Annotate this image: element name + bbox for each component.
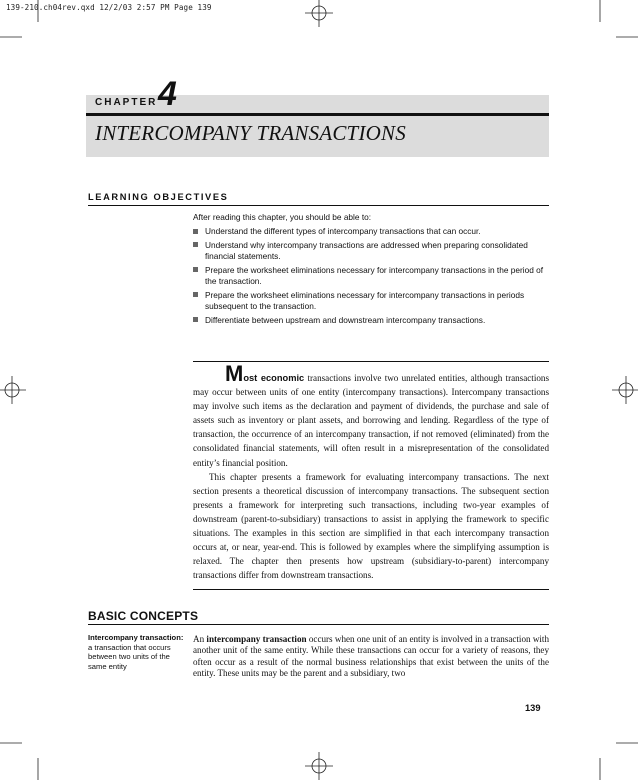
learning-objectives-rule <box>88 205 549 206</box>
objective-item <box>193 290 549 312</box>
basic-concepts-paragraph <box>193 634 549 679</box>
intro-paragraph-1 <box>193 361 549 470</box>
square-bullet-icon <box>193 292 198 297</box>
registration-mark-top <box>305 0 333 27</box>
objective-text: Prepare the worksheet eliminations necessary for intercompany transactions in periods subsequent to the transaction. <box>205 289 525 311</box>
objective-item <box>193 226 549 237</box>
registration-mark-left <box>0 376 26 404</box>
introduction-bottom-rule <box>193 589 549 590</box>
lead-words: ost economic <box>243 373 305 383</box>
drop-cap: M <box>225 361 244 386</box>
intro-paragraph-2: This chapter presents a framework for evaluating intercompany transactions. The next section presents a theoretical discussion of intercompany transactions. The subsequent section presents a framework for interpreting such transactions, including two-year examples of downstream (parent-to-subsidiary) transactions to assist in applying the framework to specific situations. The examples in this section are simplified in that each intercompany transaction occurs at, or near, year-end. This is followed by examples where the simplifying assumption is relaxed. The chapter then presents how upstream (subsidiary-to-parent) intercompany transactions differ from downstream transactions. <box>193 471 549 581</box>
objective-item <box>193 315 549 326</box>
square-bullet-icon <box>193 267 198 272</box>
objective-text: Differentiate between upstream and downstream intercompany transactions. <box>205 314 486 325</box>
introduction-text <box>193 361 549 582</box>
registration-mark-right <box>612 376 638 404</box>
chapter-label: CHAPTER <box>95 97 158 108</box>
square-bullet-icon <box>193 317 198 322</box>
basic-concepts-heading: BASIC CONCEPTS <box>88 609 199 623</box>
learning-objectives-list <box>193 226 549 329</box>
objective-item <box>193 240 549 262</box>
margin-term: Intercompany transaction: <box>88 633 184 642</box>
body-text: occurs when one unit of an entity is involved in a transaction with another unit of the same entity. While these transactions can occur for a variety of reasons, they often occur as a result of the normal business relationships that exist between the units of the entity. These units may be the parent and a subsidiary, two <box>193 634 549 678</box>
introduction-top-rule <box>193 361 549 362</box>
objective-text: Understand the different types of intercompany transactions that can occur. <box>205 226 481 236</box>
body-pre: An <box>193 634 207 644</box>
intro-paragraph-1-text: transactions involve two unrelated entities, although transactions may occur between units of one entity (intercompany transactions). Intercompany transactions may involve such items as the declaration and payment of dividends, the purchase and sale of assets such as inventory or plant assets, and borrowing and lending. Regardless of the type of transaction, the occurrence of an intercompany transaction, if not removed (eliminated) from the consolidated financial statements, will often result in a misrepresentation of the consolidated entity’s financial position. <box>193 373 549 468</box>
print-slug-line: 139-210.ch04rev.qxd 12/2/03 2:57 PM Page 139 <box>6 3 212 12</box>
chapter-rule <box>86 113 549 116</box>
learning-objectives-intro: After reading this chapter, you should be able to: <box>193 212 372 222</box>
objective-text: Prepare the worksheet eliminations necessary for intercompany transactions in the period of the transaction. <box>205 264 544 286</box>
margin-definition-text: a transaction that occurs between two units of the same entity <box>88 642 171 671</box>
basic-concepts-rule <box>88 624 549 625</box>
chapter-title: INTERCOMPANY TRANSACTIONS <box>95 121 406 145</box>
square-bullet-icon <box>193 242 198 247</box>
body-term: intercompany transaction <box>206 634 307 644</box>
square-bullet-icon <box>193 229 198 234</box>
learning-objectives-heading: LEARNING OBJECTIVES <box>88 192 229 202</box>
margin-definition <box>88 633 184 671</box>
page-number: 139 <box>525 703 541 713</box>
registration-mark-bottom <box>305 752 333 780</box>
objective-item <box>193 265 549 287</box>
objective-text: Understand why intercompany transactions are addressed when preparing consolidated financial statements. <box>205 239 528 261</box>
chapter-number: 4 <box>158 75 177 113</box>
